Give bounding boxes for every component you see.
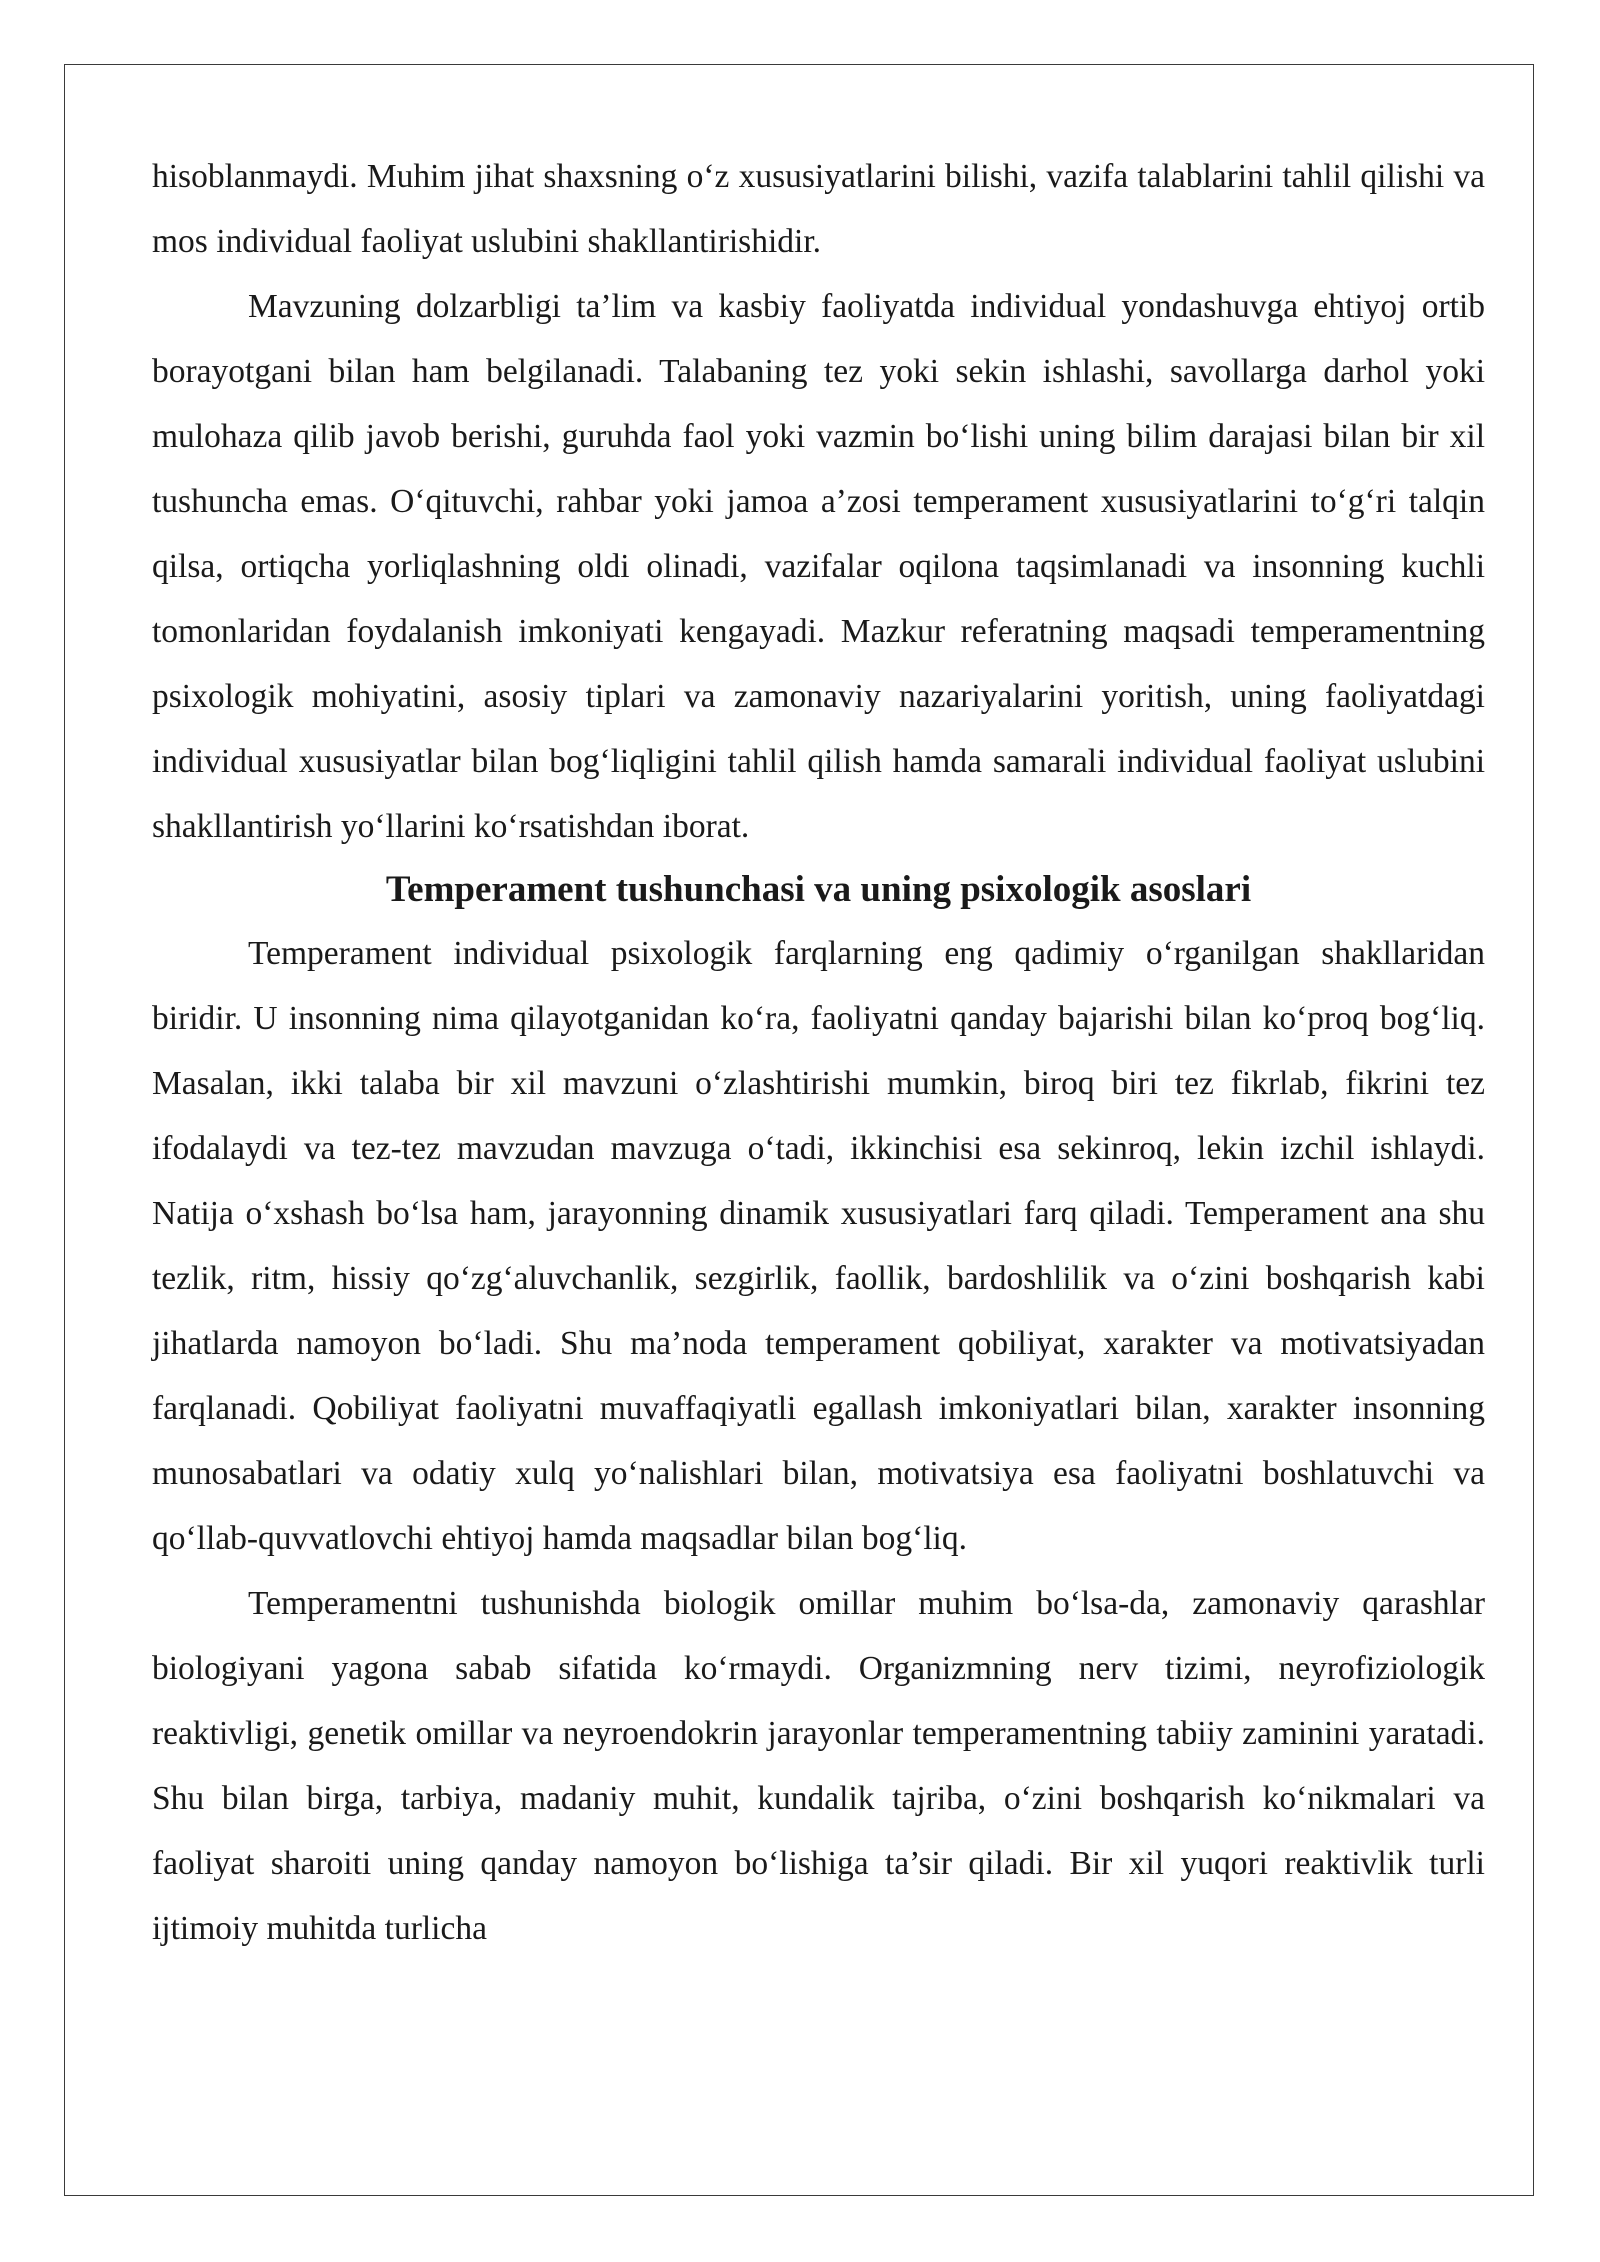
paragraph-relevance: Mavzuning dolzarbligi ta’lim va kasbiy faoliyatda individual yondashuvga ehtiyoj ortib borayotgani bilan ham belgilanadi. Talabaning tez yoki sekin ishlashi, savollarga darhol yoki mulohaza qilib javob berishi, guruhda faol yoki vazmin bo‘lishi uning bilim darajasi bilan bir xil tushuncha emas. O‘qituvchi, rahbar yoki jamoa a’zosi temperament xususiyatlarini to‘g‘ri talqin qilsa, ortiqcha yorliqlashning oldi olinadi, vazifalar oqilona taqsimlanadi va insonning kuchli tomonlaridan foydalanish imkoniyati kengayadi. Mazkur referatning maqsadi temperamentning psixologik mohiyatini, asosiy tiplari va zamonaviy nazariyalarini yoritish, uning faoliyatdagi individual xususiyatlar bilan bog‘liqligini tahlil qilish hamda samarali individual faoliyat uslubini shakllantirish yo‘llarini ko‘rsatishdan iborat. <box>152 288 1485 845</box>
paragraph-continued: hisoblanmaydi. Muhim jihat shaxsning o‘z xususiyatlarini bilishi, vazifa talablarini tahlil qilishi va mos individual faoliyat uslubini shakllantirishidir. <box>152 158 1485 260</box>
document-body <box>152 144 1485 1961</box>
paragraph-temperament-definition: Temperament individual psixologik farqlarning eng qadimiy o‘rganilgan shakllaridan biridir. U insonning nima qilayotganidan ko‘ra, faoliyatni qanday bajarishi bilan ko‘proq bog‘liq. Masalan, ikki talaba bir xil mavzuni o‘zlashtirishi mumkin, biroq biri tez fikrlab, fikrini tez ifodalaydi va tez-tez mavzudan mavzuga o‘tadi, ikkinchisi esa sekinroq, lekin izchil ishlaydi. Natija o‘xshash bo‘lsa ham, jarayonning dinamik xususiyatlari farq qiladi. Temperament ana shu tezlik, ritm, hissiy qo‘zg‘aluvchanlik, sezgirlik, faollik, bardoshlilik va o‘zini boshqarish kabi jihatlarda namoyon bo‘ladi. Shu ma’noda temperament qobiliyat, xarakter va motivatsiyadan farqlanadi. Qobiliyat faoliyatni muvaffaqiyatli egallash imkoniyatlari bilan, xarakter insonning munosabatlari va odatiy xulq yo‘nalishlari bilan, motivatsiya esa faoliyatni boshlatuvchi va qo‘llab-quvvatlovchi ehtiyoj hamda maqsadlar bilan bog‘liq. <box>152 935 1485 1557</box>
section-heading: Temperament tushunchasi va uning psixologik asoslari <box>385 869 1252 910</box>
paragraph-biological-factors: Temperamentni tushunishda biologik omillar muhim bo‘lsa-da, zamonaviy qarashlar biologiyani yagona sabab sifatida ko‘rmaydi. Organizmning nerv tizimi, neyrofiziologik reaktivligi, genetik omillar va neyroendokrin jarayonlar temperamentning tabiiy zaminini yaratadi. Shu bilan birga, tarbiya, madaniy muhit, kundalik tajriba, o‘zini boshqarish ko‘nikmalari va faoliyat sharoiti uning qanday namoyon bo‘lishiga ta’sir qiladi. Bir xil yuqori reaktivlik turli ijtimoiy muhitda turlicha <box>152 1585 1485 1947</box>
